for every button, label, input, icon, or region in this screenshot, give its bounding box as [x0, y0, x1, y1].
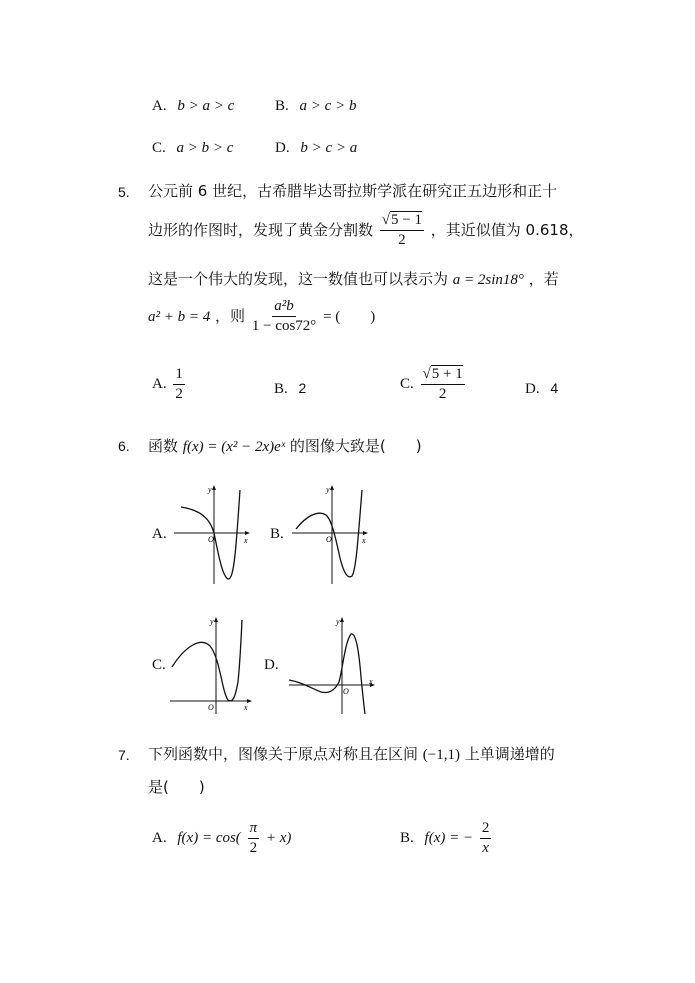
- q6-graph-d-label[interactable]: D.: [264, 657, 279, 673]
- q5-expression-fraction: [252, 298, 316, 335]
- q7-option-b[interactable]: [400, 820, 493, 857]
- q6-graph-a-x-label: x: [244, 536, 248, 545]
- q5-line-3-post: ，若: [528, 270, 559, 288]
- q7-line-1: [148, 743, 555, 764]
- q4-option-b-label: B.: [275, 98, 289, 114]
- q4-option-a[interactable]: [152, 96, 234, 115]
- q7-option-b-num: 2: [480, 820, 492, 839]
- q4-option-a-label: A.: [152, 98, 167, 114]
- q6-graph-a: [170, 480, 255, 588]
- q6-graph-b: [288, 480, 373, 588]
- q4-option-c[interactable]: [152, 138, 233, 157]
- q5-option-a-den: 2: [175, 386, 183, 402]
- q7-option-a-den: 2: [249, 840, 258, 856]
- q4-option-c-expr: a > b > c: [176, 140, 234, 156]
- q5-golden-den: 2: [398, 232, 406, 248]
- q5-line-2-post: ，其近似值为 0.618，: [430, 221, 584, 239]
- q5-option-a-label: A.: [152, 376, 167, 392]
- q7-option-a-label: A.: [152, 830, 167, 846]
- q5-option-d[interactable]: [525, 379, 558, 398]
- q5-option-c-label: C.: [400, 376, 414, 392]
- q7-option-b-pre: f(x) = −: [424, 830, 474, 846]
- q5-golden-ratio-fraction: $\frac{√5 - 1}{2}$: [381, 212, 422, 248]
- q5-option-c[interactable]: C. $\frac{√5 + 1}{2}$: [400, 366, 463, 402]
- q4-option-d-expr: b > c > a: [300, 140, 358, 156]
- q6-graph-b-origin: O: [326, 535, 332, 544]
- q7-option-a-post: + x): [265, 830, 292, 846]
- q5-golden-num: 5 − 1: [391, 212, 422, 228]
- q7-option-b-den: x: [482, 840, 489, 856]
- q5-option-c-den: 2: [438, 386, 447, 402]
- q7-line-1-post: 上单调递增的: [464, 745, 555, 763]
- q5-frac-num: a²b: [272, 298, 296, 317]
- q5-option-a-num: 1: [173, 366, 185, 385]
- q6-graph-a-y-label: y: [208, 485, 212, 494]
- q7-option-a[interactable]: [152, 820, 291, 857]
- q6-stem-post: 的图像大致是( ): [289, 437, 422, 455]
- q6-graph-d-origin: O: [343, 687, 349, 696]
- q7-interval: (−1,1): [422, 747, 460, 763]
- q5-option-b-value: 2: [298, 380, 307, 396]
- q5-line-4: [148, 298, 375, 335]
- q6-graph-c-origin: O: [208, 703, 214, 712]
- q5-frac-den: 1 − cos72°: [251, 318, 317, 334]
- q7-line-1-pre: 下列函数中，图像关于原点对称且在区间: [148, 745, 419, 763]
- q6-function: f(x) = (x² − 2x)eˣ: [182, 439, 286, 455]
- q6-stem-pre: 函数: [148, 437, 179, 455]
- q5-option-a[interactable]: [152, 366, 187, 403]
- q6-graph-c-y-label: y: [210, 617, 214, 626]
- q4-option-c-label: C.: [152, 140, 166, 156]
- q5-option-d-label: D.: [525, 381, 540, 397]
- q4-option-b[interactable]: [275, 96, 356, 115]
- q5-option-b[interactable]: [274, 379, 306, 398]
- q5-line-3: [148, 268, 559, 289]
- q7-number: 7.: [118, 747, 130, 763]
- q5-line-1: 公元前 6 世纪，古希腊毕达哥拉斯学派在研究正五边形和正十: [148, 182, 558, 200]
- q7-option-a-pre: f(x) = cos(: [177, 830, 241, 846]
- q7-line-2: 是( ): [148, 778, 205, 796]
- q5-line-3-pre: 这是一个伟大的发现，这一数值也可以表示为: [148, 270, 449, 288]
- q5-line-3-expr: a = 2sin18°: [452, 272, 524, 288]
- q5-line-2: [148, 212, 584, 249]
- q5-condition: a² + b = 4: [148, 309, 211, 325]
- q4-option-a-expr: b > a > c: [177, 98, 235, 114]
- q5-line-4-mid: ，则: [215, 307, 246, 325]
- q6-graph-a-origin: O: [208, 535, 214, 544]
- q6-stem: [148, 435, 422, 456]
- q5-line-2-pre: 边形的作图时，发现了黄金分割数: [148, 221, 374, 239]
- q6-graph-c-x-label: x: [244, 703, 248, 712]
- q7-option-b-label: B.: [400, 830, 414, 846]
- q5-option-b-label: B.: [274, 381, 288, 397]
- q5-option-c-num: 5 + 1: [431, 366, 463, 382]
- q6-graph-b-x-label: x: [362, 536, 366, 545]
- q5-number: 5.: [118, 184, 130, 200]
- q4-option-b-expr: a > c > b: [299, 98, 357, 114]
- q7-option-a-num: π: [248, 820, 260, 839]
- q6-graph-b-label[interactable]: B.: [270, 526, 284, 542]
- q6-graph-d-x-label: x: [369, 677, 373, 686]
- q6-graph-b-y-label: y: [326, 485, 330, 494]
- q6-graph-a-label[interactable]: A.: [152, 526, 167, 542]
- q5-line-4-end: = ( ): [323, 309, 376, 325]
- q5-option-d-value: 4: [550, 380, 559, 396]
- q6-graph-d: [285, 612, 380, 718]
- q6-graph-c-label[interactable]: C.: [152, 657, 166, 673]
- q6-number: 6.: [118, 438, 130, 454]
- q4-option-d[interactable]: [275, 138, 357, 157]
- q6-graph-d-y-label: y: [336, 617, 340, 626]
- q4-option-d-label: D.: [275, 140, 290, 156]
- q6-graph-c: [168, 612, 258, 718]
